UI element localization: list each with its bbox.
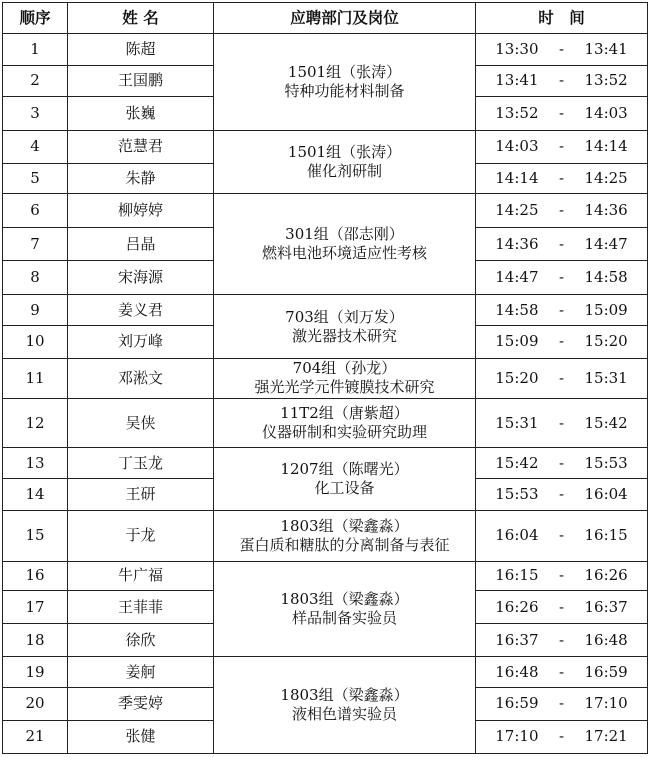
- time-cell: [476, 448, 648, 479]
- dept-post: 激光器技术研究: [291, 326, 397, 345]
- dept-post: 样品制备实验员: [291, 608, 397, 627]
- dept-group: 703组（刘万发）: [285, 307, 404, 326]
- time-start: 14:14: [495, 168, 539, 187]
- time-separator: -: [558, 332, 565, 351]
- dept-group: 1803组（梁鑫淼）: [280, 589, 409, 608]
- name-cell: 徐欣: [68, 624, 214, 657]
- header-order: 顺序: [3, 3, 68, 34]
- header-name: 姓 名: [68, 3, 214, 34]
- dept-group: 301组（邵志刚）: [285, 225, 404, 244]
- table-row: [3, 657, 648, 688]
- time-cell: [476, 65, 648, 96]
- time-end: 16:15: [584, 526, 628, 545]
- order-cell: 15: [3, 511, 68, 561]
- time-separator: -: [558, 300, 565, 319]
- time-cell: [476, 511, 648, 561]
- name-cell: 邓淞文: [68, 358, 214, 398]
- time-separator: -: [558, 234, 565, 253]
- name-cell: 姜义君: [68, 295, 214, 326]
- time-cell: [476, 96, 648, 130]
- dept-post: 特种功能材料制备: [284, 81, 405, 100]
- time-separator: -: [558, 597, 565, 616]
- time-cell: [476, 720, 648, 753]
- time-end: 17:21: [584, 727, 628, 746]
- time-start: 16:26: [495, 597, 539, 616]
- time-cell: [476, 399, 648, 448]
- time-end: 14:58: [584, 268, 628, 287]
- time-end: 16:59: [584, 662, 628, 681]
- dept-group: 1207组（陈曙光）: [280, 460, 409, 479]
- table-row: [3, 295, 648, 326]
- name-cell: 朱静: [68, 163, 214, 194]
- time-cell: [476, 261, 648, 295]
- time-cell: [476, 657, 648, 688]
- time-start: 13:30: [495, 39, 539, 58]
- order-cell: 8: [3, 261, 68, 295]
- time-end: 15:09: [584, 300, 628, 319]
- time-end: 13:41: [584, 39, 628, 58]
- order-cell: 2: [3, 65, 68, 96]
- time-end: 14:36: [584, 201, 628, 220]
- dept-cell: [214, 657, 476, 754]
- table-row: [3, 194, 648, 228]
- order-cell: 18: [3, 624, 68, 657]
- time-start: 13:41: [495, 71, 539, 90]
- name-cell: 宋海源: [68, 261, 214, 295]
- order-cell: 13: [3, 448, 68, 479]
- header-time: 时 间: [476, 3, 648, 34]
- table-row: [3, 511, 648, 561]
- time-end: 16:48: [584, 630, 628, 649]
- dept-post: 仪器研制和实验研究助理: [261, 423, 427, 442]
- dept-cell: [214, 358, 476, 398]
- name-cell: 丁玉龙: [68, 448, 214, 479]
- time-separator: -: [558, 201, 565, 220]
- header-dept: 应聘部门及岗位: [214, 3, 476, 34]
- time-end: 15:53: [584, 453, 628, 472]
- time-start: 17:10: [495, 727, 539, 746]
- time-separator: -: [558, 485, 565, 504]
- time-cell: [476, 194, 648, 228]
- time-end: 16:37: [584, 597, 628, 616]
- time-cell: [476, 624, 648, 657]
- time-separator: -: [558, 526, 565, 545]
- table-row: [3, 561, 648, 591]
- dept-post: 强光光学元件镀膜技术研究: [254, 378, 435, 397]
- order-cell: 17: [3, 591, 68, 624]
- dept-group: 1501组（张涛）: [287, 143, 402, 162]
- dept-group: 704组（孙龙）: [292, 359, 397, 378]
- name-cell: 陈超: [68, 34, 214, 66]
- time-separator: -: [558, 268, 565, 287]
- name-cell: 于龙: [68, 511, 214, 561]
- time-separator: -: [558, 662, 565, 681]
- time-separator: -: [558, 103, 565, 122]
- dept-post: 燃料电池环境适应性考核: [261, 244, 427, 263]
- time-end: 14:03: [584, 103, 628, 122]
- time-end: 15:20: [584, 332, 628, 351]
- name-cell: 吕晶: [68, 228, 214, 261]
- time-separator: -: [558, 168, 565, 187]
- time-start: 14:58: [495, 300, 539, 319]
- order-cell: 11: [3, 358, 68, 398]
- name-cell: 王研: [68, 479, 214, 511]
- table-row: [3, 34, 648, 66]
- time-end: 17:10: [584, 694, 628, 713]
- name-cell: 王国鹏: [68, 65, 214, 96]
- time-separator: -: [558, 630, 565, 649]
- time-separator: -: [558, 71, 565, 90]
- table-row: [3, 358, 648, 398]
- time-start: 16:48: [495, 662, 539, 681]
- name-cell: 牛广福: [68, 561, 214, 591]
- dept-post: 蛋白质和糖肽的分离制备与表征: [239, 535, 450, 554]
- time-end: 15:42: [584, 413, 628, 432]
- time-separator: -: [558, 137, 565, 156]
- name-cell: 季雯婷: [68, 688, 214, 721]
- time-start: 14:36: [495, 234, 539, 253]
- header-row: [3, 3, 648, 34]
- time-end: 14:14: [584, 137, 628, 156]
- time-separator: -: [558, 566, 565, 585]
- time-cell: [476, 591, 648, 624]
- time-separator: -: [558, 694, 565, 713]
- time-start: 13:52: [495, 103, 539, 122]
- order-cell: 4: [3, 130, 68, 163]
- dept-cell: [214, 448, 476, 511]
- name-cell: 柳婷婷: [68, 194, 214, 228]
- dept-cell: [214, 511, 476, 561]
- name-cell: 张健: [68, 720, 214, 753]
- order-cell: 19: [3, 657, 68, 688]
- name-cell: 吴侠: [68, 399, 214, 448]
- dept-cell: [214, 295, 476, 359]
- table-row: [3, 130, 648, 163]
- dept-cell: [214, 130, 476, 194]
- time-end: 16:26: [584, 566, 628, 585]
- dept-group: 1501组（张涛）: [287, 62, 402, 81]
- dept-cell: [214, 399, 476, 448]
- time-cell: [476, 688, 648, 721]
- order-cell: 10: [3, 326, 68, 359]
- time-start: 16:37: [495, 630, 539, 649]
- time-cell: [476, 358, 648, 398]
- time-separator: -: [558, 453, 565, 472]
- time-end: 15:31: [584, 368, 628, 387]
- order-cell: 20: [3, 688, 68, 721]
- order-cell: 9: [3, 295, 68, 326]
- time-separator: -: [558, 727, 565, 746]
- schedule-body: [3, 34, 648, 754]
- time-start: 14:25: [495, 201, 539, 220]
- time-cell: [476, 163, 648, 194]
- time-start: 15:53: [495, 485, 539, 504]
- dept-post: 液相色谱实验员: [291, 705, 397, 724]
- time-separator: -: [558, 368, 565, 387]
- table-row: [3, 399, 648, 448]
- time-cell: [476, 228, 648, 261]
- order-cell: 6: [3, 194, 68, 228]
- time-start: 15:31: [495, 413, 539, 432]
- time-cell: [476, 295, 648, 326]
- dept-post: 化工设备: [314, 479, 375, 498]
- order-cell: 1: [3, 34, 68, 66]
- name-cell: 姜舸: [68, 657, 214, 688]
- time-cell: [476, 326, 648, 359]
- order-cell: 16: [3, 561, 68, 591]
- time-start: 16:59: [495, 694, 539, 713]
- name-cell: 王菲菲: [68, 591, 214, 624]
- order-cell: 14: [3, 479, 68, 511]
- order-cell: 12: [3, 399, 68, 448]
- time-end: 14:47: [584, 234, 628, 253]
- order-cell: 7: [3, 228, 68, 261]
- time-separator: -: [558, 413, 565, 432]
- interview-schedule-table: [2, 2, 648, 754]
- order-cell: 3: [3, 96, 68, 130]
- time-cell: [476, 479, 648, 511]
- time-cell: [476, 34, 648, 66]
- time-cell: [476, 130, 648, 163]
- order-cell: 5: [3, 163, 68, 194]
- dept-post: 催化剂研制: [306, 162, 382, 181]
- dept-cell: [214, 194, 476, 295]
- dept-group: 1803组（梁鑫淼）: [280, 686, 409, 705]
- time-start: 15:09: [495, 332, 539, 351]
- dept-group: 1803组（梁鑫淼）: [280, 516, 409, 535]
- name-cell: 范慧君: [68, 130, 214, 163]
- time-end: 16:04: [584, 485, 628, 504]
- time-start: 16:15: [495, 566, 539, 585]
- time-start: 15:42: [495, 453, 539, 472]
- dept-cell: [214, 561, 476, 657]
- time-end: 13:52: [584, 71, 628, 90]
- time-cell: [476, 561, 648, 591]
- time-start: 14:47: [495, 268, 539, 287]
- time-separator: -: [558, 39, 565, 58]
- time-start: 15:20: [495, 368, 539, 387]
- dept-cell: [214, 34, 476, 131]
- name-cell: 刘万峰: [68, 326, 214, 359]
- time-end: 14:25: [584, 168, 628, 187]
- order-cell: 21: [3, 720, 68, 753]
- time-start: 16:04: [495, 526, 539, 545]
- dept-group: 11T2组（唐紫超）: [280, 404, 409, 423]
- table-row: [3, 448, 648, 479]
- time-start: 14:03: [495, 137, 539, 156]
- name-cell: 张巍: [68, 96, 214, 130]
